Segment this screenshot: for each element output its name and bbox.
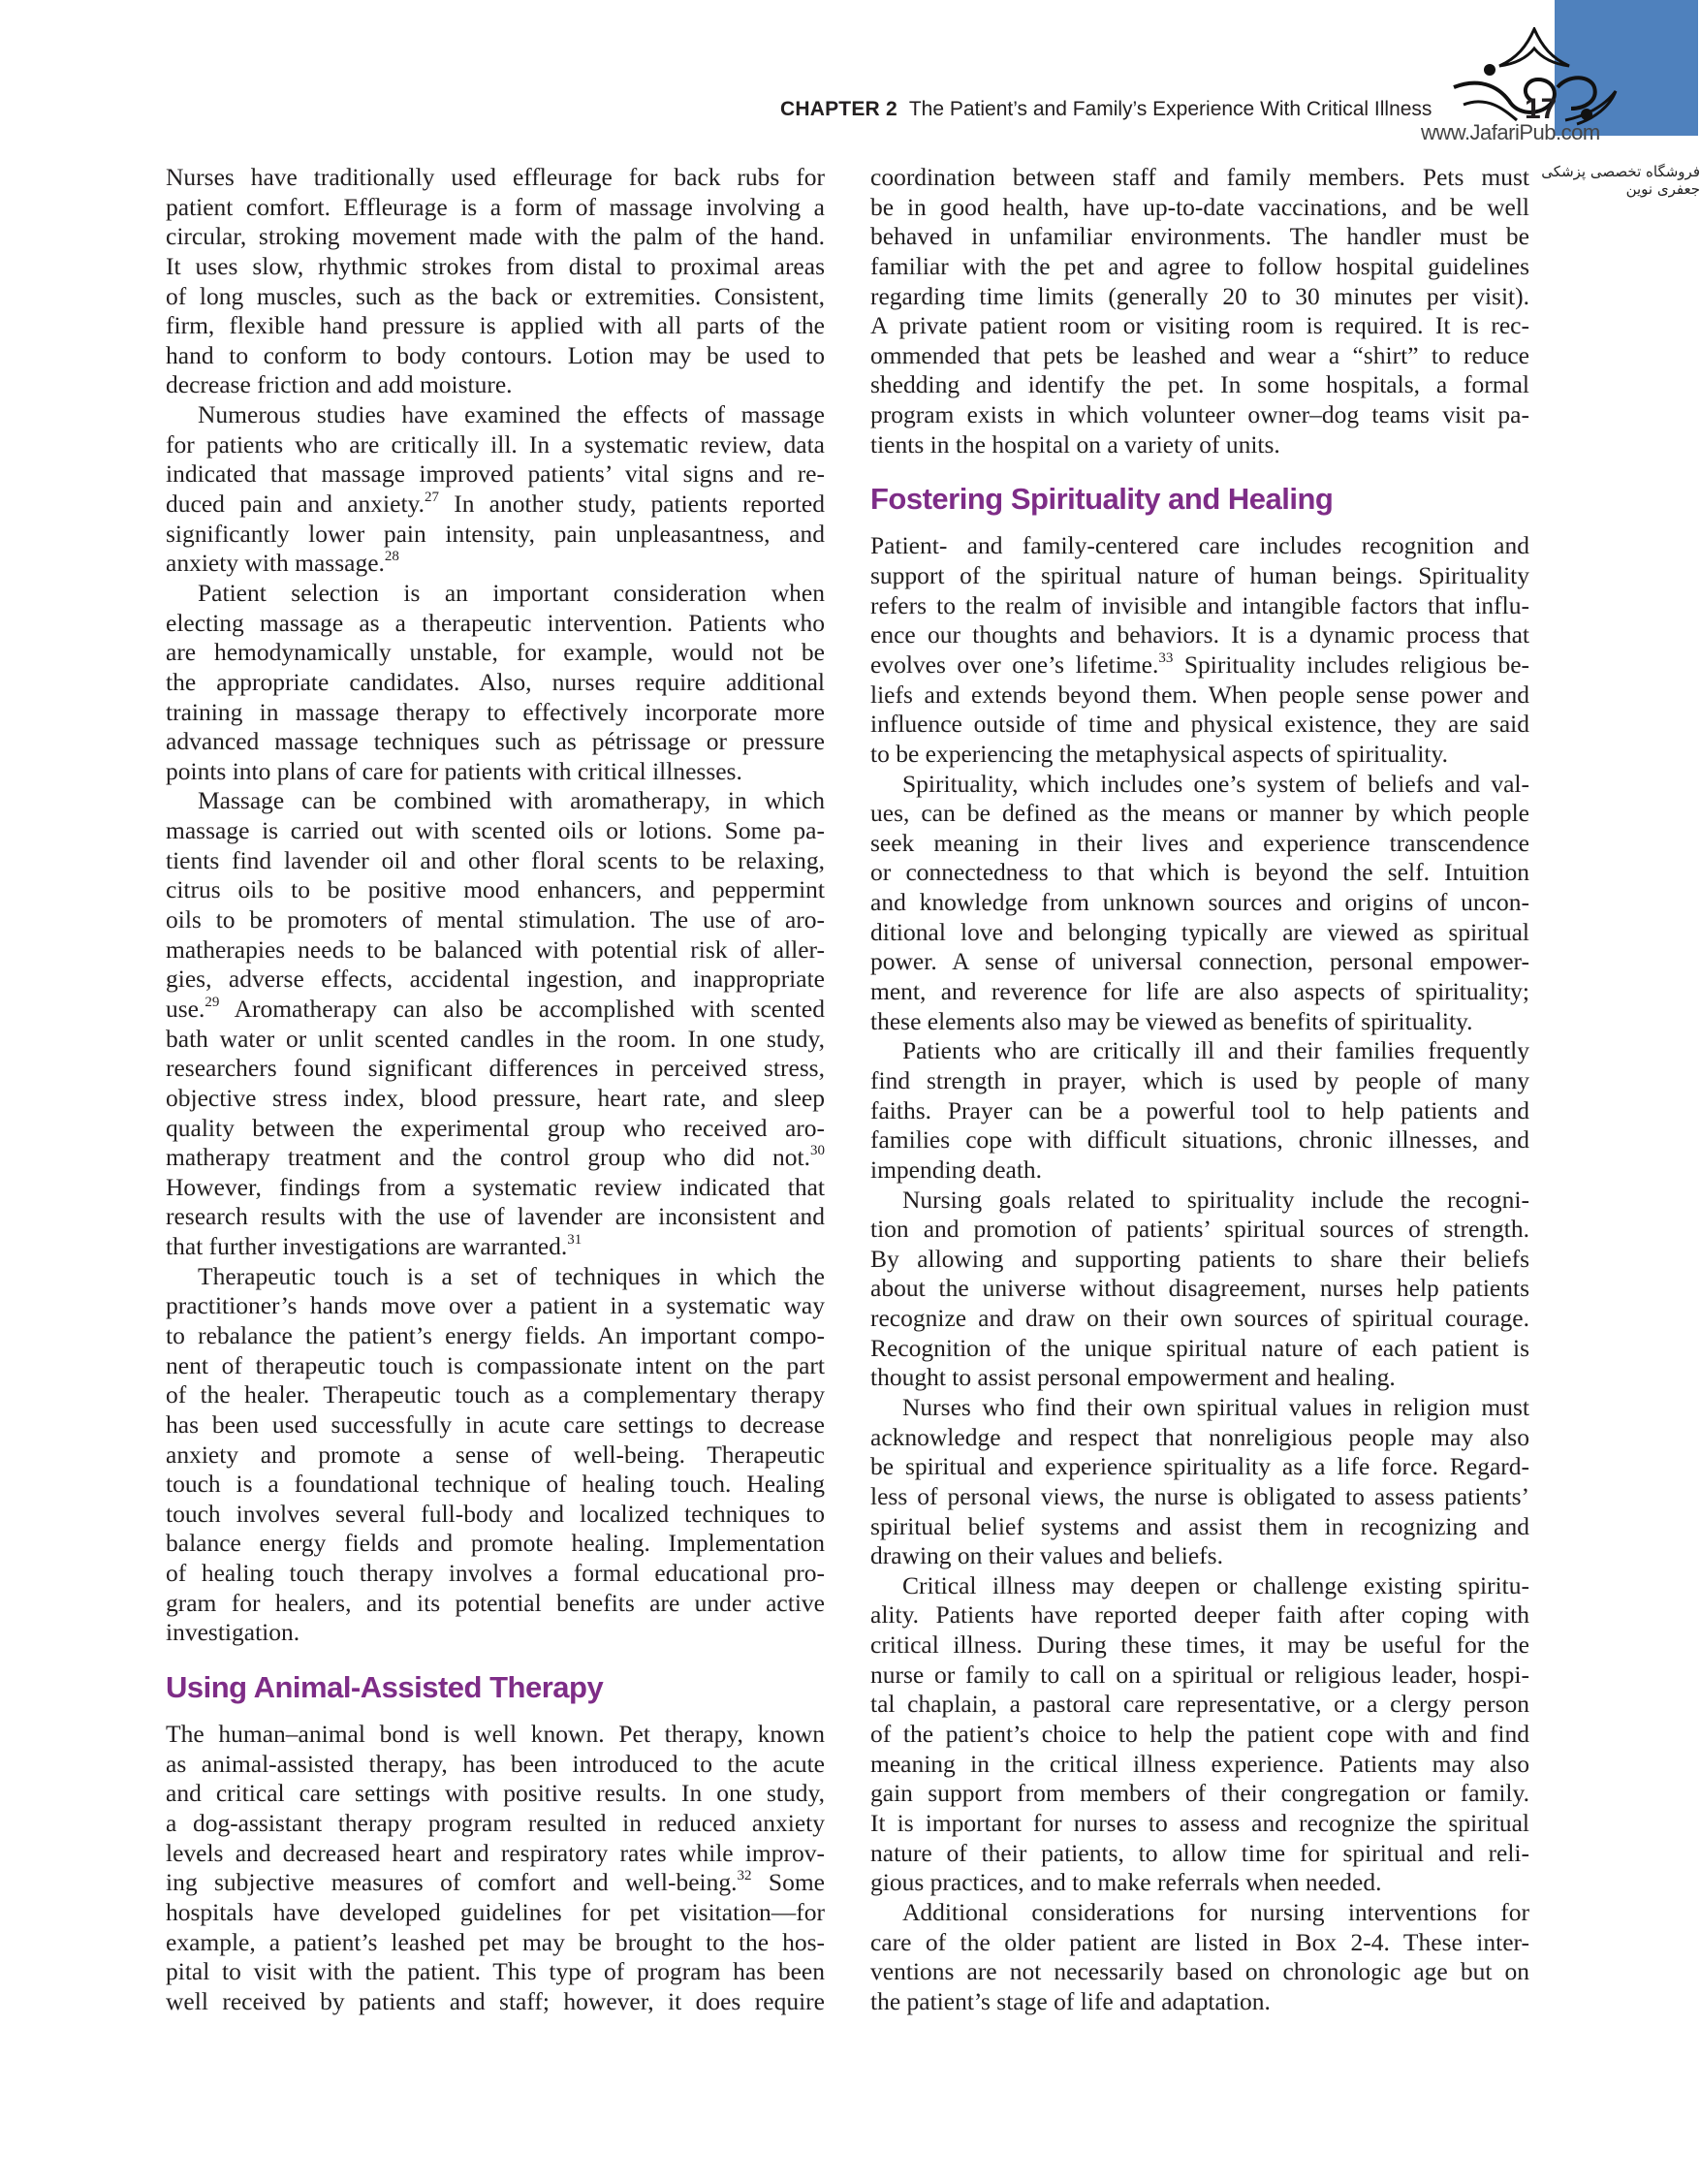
text-line: bath water or unlit scented candles in the room. In one study, [166,1024,825,1053]
text-line: anxiety with massage.$^{28}$ [166,549,399,578]
text-line: ing subjective measures of comfort and well-being.$^{32}$ Some [166,1868,825,1897]
text-line: firm, flexible hand pressure is applied with all parts of the [166,311,825,340]
text-line: researchers found significant differences in perceived stress, [166,1054,825,1083]
text-line: ues, can be defined as the means or manner by which people [870,799,1529,828]
text-line: and critical care settings with positive results. In one study, [166,1779,825,1808]
text-line: advanced massage techniques such as pétrissage or pressure [166,727,825,756]
text-line: nature of their patients, to allow time for spiritual and reli- [870,1838,1529,1867]
text-line: be spiritual and experience spirituality as a life force. Regard- [870,1452,1529,1481]
text-line: Massage can be combined with aromatherapy, in which [198,786,825,815]
text-line: decrease friction and add moisture. [166,370,513,399]
text-line: recognize and draw on their own sources of spiritual courage. [870,1304,1529,1333]
text-line: matherapies needs to be balanced with potential risk of aller- [166,934,825,964]
text-line: drawing on their values and beliefs. [870,1541,1223,1570]
citation-32: 32 [737,1868,752,1884]
text-line: anxiety and promote a sense of well-being. Therapeutic [166,1440,825,1469]
text-line: electing massage as a therapeutic intervention. Patients who [166,608,825,637]
text-line: tients in the hospital on a variety of units. [870,429,1280,459]
text-line: Numerous studies have examined the effects of massage [198,400,825,429]
paragraph-critical-illness [870,1571,1529,1898]
text-line: care of the older patient are listed in Box 2-4. These inter- [870,1927,1529,1956]
text-line: example, a patient’s leashed pet may be brought to the hos- [166,1927,825,1956]
text-line: points into plans of care for patients with critical illnesses. [166,756,742,785]
text-line: significantly lower pain intensity, pain unpleasantness, and [166,519,825,548]
paragraph-prayer [870,1036,1529,1185]
text-line: be in good health, have up-to-date vaccinations, and be well [870,192,1529,221]
text-line: of healing touch therapy involves a formal educational pro- [166,1559,825,1588]
text-line: shedding and identify the pet. In some hospitals, a formal [870,370,1529,399]
text-line: ditional love and belonging typically are viewed as spiritual [870,917,1529,946]
paragraph-nursing-goals [870,1186,1529,1393]
text-line: spiritual belief systems and assist them in recognizing and [870,1511,1529,1540]
watermark-persian-text: فروشگاه تخصصی پزشکی جعفری نوین [1541,163,1700,198]
text-line: touch is a foundational technique of healing touch. Healing [166,1470,825,1499]
section-heading-fostering-spirituality: Fostering Spirituality and Healing [870,482,1334,517]
text-line: hand to conform to body contours. Lotion may be used to [166,340,825,369]
text-line: program exists in which volunteer owner–dog teams visit pa- [870,400,1529,429]
text-line: ommended that pets be leashed and wear a “shirt” to reduce [870,340,1529,369]
text-line: power. A sense of universal connection, personal empower- [870,947,1529,976]
paragraph-spirituality-intro [870,531,1529,769]
left-column [166,163,825,2016]
text-line: liefs and extends beyond them. When people sense power and [870,680,1529,709]
text-line: as animal-assisted therapy, has been introduced to the acute [166,1749,825,1778]
text-line: nent of therapeutic touch is compassionate intent on the part [166,1350,825,1379]
text-line: quality between the experimental group who received aro- [166,1113,825,1142]
text-line: circular, stroking movement made with the palm of the hand. [166,222,825,251]
text-line: However, findings from a systematic review indicated that [166,1172,825,1201]
text-line: practitioner’s hands move over a patient in a systematic way [166,1291,825,1320]
text-line: a dog-assistant therapy program resulted in reduced anxiety [166,1808,825,1837]
text-line: ence our thoughts and behaviors. It is a dynamic process that [870,620,1529,649]
text-line: to be experiencing the metaphysical aspects of spirituality. [870,739,1448,768]
text-line: the patient’s stage of life and adaptation. [870,1986,1271,2015]
text-line: Nurses have traditionally used effleurage for back rubs for [166,163,825,191]
text-line: acknowledge and respect that nonreligious people may also [870,1422,1529,1451]
text-line: Spirituality, which includes one’s system of beliefs and val- [902,769,1529,798]
citation-30: 30 [810,1143,825,1159]
text-line: duced pain and anxiety.$^{27}$ In another study, patients reported [166,490,826,519]
text-line: find strength in prayer, which is used by people of many [870,1065,1529,1094]
text-line: support of the spiritual nature of human beings. Spirituality [870,561,1529,590]
text-line: massage is carried out with scented oils or lotions. Some pa- [166,816,825,845]
text-line: of the patient’s choice to help the patient cope with and find [870,1720,1529,1749]
text-line: less of personal views, the nurse is obligated to assess patients’ [870,1481,1529,1510]
text-line: pital to visit with the patient. This type of program has been [166,1957,825,1986]
text-line: gies, adverse effects, accidental ingestion, and inappropriate [166,965,825,994]
text-line: tients find lavender oil and other floral scents to be relaxing, [166,845,825,874]
running-header [780,98,1432,121]
text-line: refers to the realm of invisible and intangible factors that influ- [870,590,1529,619]
text-line: hospitals have developed guidelines for pet visitation—for [166,1897,825,1926]
paragraph-effleurage [166,163,825,400]
text-line: these elements also may be viewed as benefits of spirituality. [870,1006,1473,1035]
text-line: meaning in the critical illness experience. Patients may also [870,1749,1529,1778]
text-line: Patient- and family-centered care includes recognition and [870,531,1529,560]
page-number: 17 [1525,93,1558,125]
chapter-label: CHAPTER 2 [780,98,897,120]
text-line: and knowledge from unknown sources and origins of uncon- [870,888,1529,917]
text-line: thought to assist personal empowerment and healing. [870,1363,1396,1392]
citation-29: 29 [205,994,220,1010]
text-line: Nursing goals related to spirituality include the recogni- [902,1185,1529,1214]
paragraph-older-patient [870,1898,1529,2017]
paragraph-patient-selection [166,579,825,786]
chapter-title: The Patient’s and Family’s Experience With Critical Illness [908,98,1432,120]
text-line: oils to be promoters of mental stimulation. The use of aro- [166,905,825,934]
text-line: about the universe without disagreement, nurses help patients [870,1274,1529,1303]
citation-27: 27 [425,490,440,506]
paragraph-animal-therapy [166,1720,825,2016]
text-line: ality. Patients have reported deeper faith after coping with [870,1600,1529,1630]
text-line: tion and promotion of patients’ spiritual sources of strength. [870,1215,1529,1244]
text-line: has been used successfully in acute care settings to decrease [166,1409,825,1439]
text-line: influence outside of time and physical existence, they are said [870,710,1529,739]
section-heading-animal-assisted-therapy: Using Animal-Assisted Therapy [166,1670,604,1705]
text-line: It is important for nurses to assess and recognize the spiritual [870,1808,1529,1837]
citation-31: 31 [567,1232,582,1249]
watermark-url: www.JafariPub.com [1421,120,1600,144]
citation-28: 28 [384,549,399,565]
text-line: indicated that massage improved patients’ vital signs and re- [166,459,825,489]
text-line: training in massage therapy to effectively incorporate more [166,697,825,726]
text-line: balance energy fields and promote healing. Implementation [166,1529,825,1558]
text-line: citrus oils to be positive mood enhancers, and peppermint [166,875,825,904]
text-line: for patients who are critically ill. In a systematic review, data [166,429,825,459]
paragraph-spirituality-definition [870,770,1529,1037]
text-line: or connectedness to that which is beyond the self. Intuition [870,858,1529,887]
text-line: Critical illness may deepen or challenge existing spiritu- [902,1570,1529,1599]
text-line: of long muscles, such as the back or extremities. Consistent, [166,281,825,310]
paragraph-massage-studies [166,400,825,579]
text-line: that further investigations are warranted.$^{31}$ [166,1232,582,1261]
text-line: seek meaning in their lives and experience transcendence [870,828,1529,857]
text-line: of the healer. Therapeutic touch as a complementary therapy [166,1380,825,1409]
text-line: familiar with the pet and agree to follow hospital guidelines [870,251,1529,280]
text-line: faiths. Prayer can be a powerful tool to help patients and [870,1095,1529,1124]
citation-33: 33 [1158,649,1174,666]
text-line: ment, and reverence for life are also aspects of spirituality; [870,977,1529,1006]
text-line: The human–animal bond is well known. Pet therapy, known [166,1720,825,1749]
paragraph-therapeutic-touch [166,1262,825,1648]
text-line: matherapy treatment and the control group who did not.$^{30}$ [166,1143,825,1172]
text-line: well received by patients and staff; however, it does require [166,1986,825,2015]
text-line: families cope with difficult situations, chronic illnesses, and [870,1125,1529,1155]
text-line: A private patient room or visiting room is required. It is rec- [870,311,1529,340]
text-line: tal chaplain, a pastoral care representative, or a clergy person [870,1690,1529,1719]
paragraph-pet-guidelines [870,163,1529,459]
paragraph-nonreligious [870,1393,1529,1571]
text-line: Recognition of the unique spiritual nature of each patient is [870,1333,1529,1362]
text-line: Therapeutic touch is a set of techniques in which the [198,1261,825,1290]
text-line: levels and decreased heart and respiratory rates while improv- [166,1838,825,1867]
text-line: Patients who are critically ill and their families frequently [902,1036,1529,1065]
text-line: By allowing and supporting patients to share their beliefs [870,1244,1529,1273]
text-line: gram for healers, and its potential benefits are under active [166,1588,825,1617]
right-column [870,163,1529,2016]
text-line: Additional considerations for nursing interventions for [902,1897,1529,1926]
text-line: the appropriate candidates. Also, nurses require additional [166,667,825,696]
text-line: critical illness. During these times, it may be useful for the [870,1630,1529,1660]
text-line: nurse or family to call on a spiritual or religious leader, hospi- [870,1660,1529,1689]
text-line: objective stress index, blood pressure, heart rate, and sleep [166,1083,825,1112]
text-line: investigation. [166,1618,300,1647]
text-line: Patient selection is an important consideration when [198,578,825,607]
text-line: ventions are not necessarily based on chronologic age but on [870,1957,1529,1986]
text-line: research results with the use of lavender are inconsistent and [166,1202,825,1231]
text-line: behaved in unfamiliar environments. The handler must be [870,222,1529,251]
text-line: are hemodynamically unstable, for example, would not be [166,638,825,667]
text-line: It uses slow, rhythmic strokes from distal to proximal areas [166,251,825,280]
text-line: patient comfort. Effleurage is a form of massage involving a [166,192,825,221]
text-line: touch involves several full-body and localized techniques to [166,1499,825,1528]
text-line: coordination between staff and family members. Pets must [870,163,1529,191]
paragraph-aromatherapy [166,786,825,1261]
text-line: use.$^{29}$ Aromatherapy can also be accomplished with scented [166,994,825,1023]
text-line: Nurses who find their own spiritual values in religion must [902,1392,1529,1421]
text-line: gain support from members of their congregation or family. [870,1779,1529,1808]
text-line: impending death. [870,1155,1043,1184]
text-line: regarding time limits (generally 20 to 30 minutes per visit). [870,281,1529,310]
text-line: gious practices, and to make referrals when needed. [870,1868,1382,1897]
text-line: to rebalance the patient’s energy fields. An important compo- [166,1320,825,1349]
text-line: evolves over one’s lifetime.$^{33}$ Spirituality includes religious be- [870,649,1529,679]
